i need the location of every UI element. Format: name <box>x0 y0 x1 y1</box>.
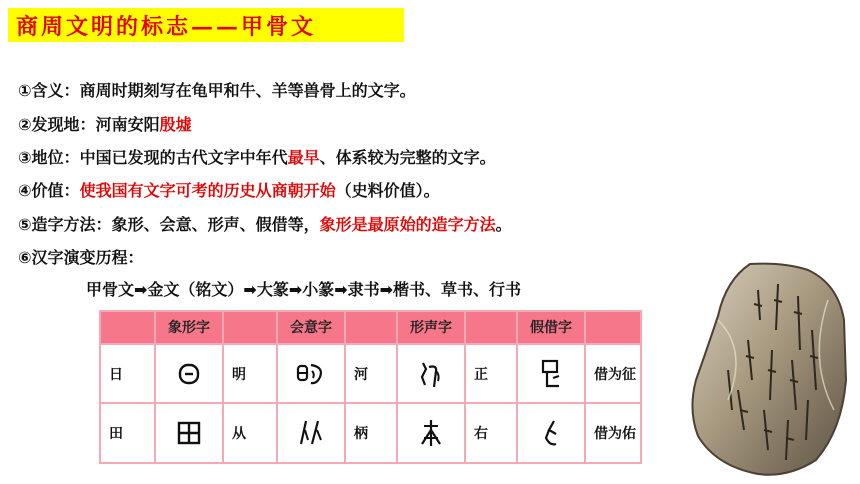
point-status: ③地位：中国已发现的古代文字中年代最早、体系较为完整的文字。 <box>18 148 496 167</box>
point-value: ④价值：使我国有文字可考的历史从商朝开始（史料价值）。 <box>18 181 440 200</box>
oracle-glyph-bing <box>397 403 465 463</box>
char-zheng: 正 <box>465 344 517 404</box>
character-table <box>99 310 642 464</box>
oracle-glyph-ming <box>277 344 345 404</box>
char-tian: 田 <box>100 403 155 463</box>
point-meaning: ①含义：商周时期刻写在龟甲和牛、羊等兽骨上的文字。 <box>18 81 416 100</box>
char-ri: 日 <box>100 344 155 404</box>
title-bar <box>8 8 404 42</box>
char-loan-you: 借为佑 <box>585 403 641 463</box>
char-he: 河 <box>345 344 397 404</box>
char-loan-zheng: 借为征 <box>585 344 641 404</box>
oracle-glyph-tian <box>155 403 223 463</box>
char-you: 右 <box>465 403 517 463</box>
header-ideographic: 会意字 <box>277 311 345 344</box>
point-methods: ⑤造字方法：象形、会意、形声、假借等，象形是最原始的造字方法。 <box>18 215 512 234</box>
header-cell <box>223 311 277 344</box>
header-cell <box>345 311 397 344</box>
oracle-glyph-you <box>517 403 585 463</box>
table-row <box>100 403 641 463</box>
oracle-glyph-zheng <box>517 344 585 404</box>
oracle-glyph-he <box>397 344 465 404</box>
char-ming: 明 <box>223 344 277 404</box>
header-pictographic: 象形字 <box>155 311 223 344</box>
header-cell <box>100 311 155 344</box>
header-cell <box>585 311 641 344</box>
header-cell <box>465 311 517 344</box>
table-header-row <box>100 311 641 344</box>
oracle-bone-image <box>688 260 850 478</box>
char-cong: 从 <box>223 403 277 463</box>
evolution-sequence: 甲骨文➡金文（铭文）➡大篆➡小篆➡隶书➡楷书、草书、行书 <box>86 280 522 299</box>
oracle-glyph-cong <box>277 403 345 463</box>
oracle-glyph-ri <box>155 344 223 404</box>
header-phonetic: 形声字 <box>397 311 465 344</box>
page-title: 商周文明的标志——甲骨文 <box>16 13 317 40</box>
table-row <box>100 344 641 404</box>
point-discovery: ②发现地：河南安阳殷墟 <box>18 115 192 134</box>
char-bing: 柄 <box>345 403 397 463</box>
point-evolution: ⑥汉字演变历程： <box>18 248 144 267</box>
header-loan: 假借字 <box>517 311 585 344</box>
